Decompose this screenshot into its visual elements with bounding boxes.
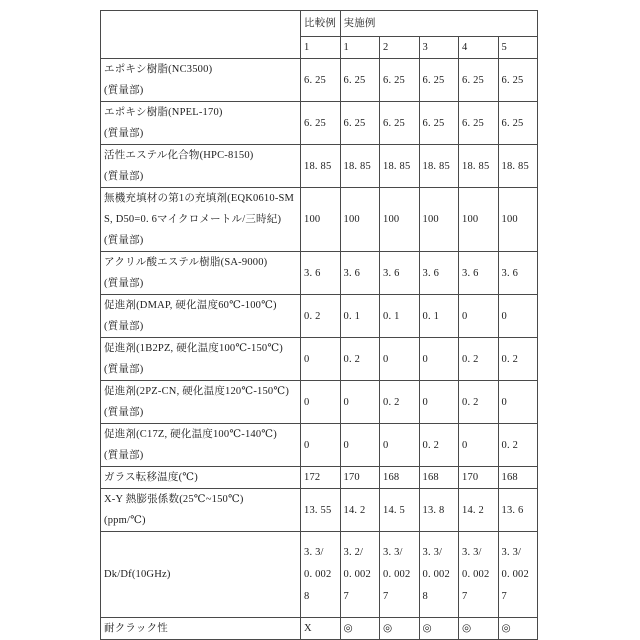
row-label: Dk/Df(10GHz)	[101, 532, 301, 618]
col-number: 1	[301, 37, 341, 59]
table-header-group-row	[101, 11, 538, 37]
cell-value: 6. 25	[498, 59, 538, 102]
cell-value: 6. 25	[459, 59, 499, 102]
col-number: 3	[419, 37, 459, 59]
header-example: 実施例	[340, 11, 538, 37]
cell-value: 0. 2	[459, 381, 499, 424]
row-label: 促進剤(DMAP, 硬化温度60℃-100℃) (質量部)	[101, 295, 301, 338]
cell-value: 18. 85	[498, 145, 538, 188]
cell-value: 13. 8	[419, 489, 459, 532]
cell-value: ◎	[419, 618, 459, 640]
cell-value: 3. 6	[459, 252, 499, 295]
cell-value: 0	[419, 381, 459, 424]
cell-value: 0	[301, 338, 341, 381]
cell-value: 0. 1	[340, 295, 380, 338]
cell-value: 100	[419, 188, 459, 252]
table-row-glass-transition	[101, 467, 538, 489]
col-number: 5	[498, 37, 538, 59]
cell-value: 0. 1	[380, 295, 420, 338]
cell-value: 6. 25	[380, 59, 420, 102]
row-label: 無機充填材の第1の充填剤(EQK0610-SM S, D50=0. 6マイクロメートル/三時紀) (質量部)	[101, 188, 301, 252]
cell-value: ◎	[459, 618, 499, 640]
cell-value: 100	[340, 188, 380, 252]
cell-value: 3. 3/ 0. 002 7	[498, 532, 538, 618]
cell-value: 170	[459, 467, 499, 489]
cell-value: 0	[498, 295, 538, 338]
cell-value: 6. 25	[459, 102, 499, 145]
cell-value: 168	[498, 467, 538, 489]
row-label: エポキシ樹脂(NC3500) (質量部)	[101, 59, 301, 102]
cell-value: 14. 5	[380, 489, 420, 532]
cell-value: 0	[459, 295, 499, 338]
row-label: 促進剤(1B2PZ, 硬化温度100℃-150℃) (質量部)	[101, 338, 301, 381]
cell-value: 18. 85	[301, 145, 341, 188]
row-label: 促進剤(C17Z, 硬化温度100℃-140℃) (質量部)	[101, 424, 301, 467]
cell-value: 14. 2	[340, 489, 380, 532]
cell-value: ◎	[340, 618, 380, 640]
table-row-cte-xy	[101, 489, 538, 532]
cell-value: 3. 2/ 0. 002 7	[340, 532, 380, 618]
cell-value: 0	[419, 338, 459, 381]
header-empty-cell	[101, 11, 301, 59]
cell-value: 100	[498, 188, 538, 252]
cell-value: 3. 6	[419, 252, 459, 295]
cell-value: 6. 25	[419, 59, 459, 102]
table-row-crack-resistance	[101, 618, 538, 640]
row-label: 促進剤(2PZ-CN, 硬化温度120℃-150℃) (質量部)	[101, 381, 301, 424]
cell-value: 0	[380, 338, 420, 381]
cell-value: 6. 25	[340, 59, 380, 102]
cell-value: 3. 3/ 0. 002 7	[459, 532, 499, 618]
cell-value: 18. 85	[459, 145, 499, 188]
row-label: ガラス転移温度(℃)	[101, 467, 301, 489]
row-label: アクリル酸エステル樹脂(SA-9000) (質量部)	[101, 252, 301, 295]
cell-value: 3. 6	[380, 252, 420, 295]
row-label: エポキシ樹脂(NPEL-170) (質量部)	[101, 102, 301, 145]
cell-value: 0	[380, 424, 420, 467]
cell-value: 3. 3/ 0. 002 8	[419, 532, 459, 618]
col-number: 1	[340, 37, 380, 59]
cell-value: 0	[498, 381, 538, 424]
cell-value: 100	[380, 188, 420, 252]
cell-value: 0	[340, 424, 380, 467]
cell-value: 0	[301, 381, 341, 424]
cell-value: 3. 6	[498, 252, 538, 295]
cell-value: 3. 6	[340, 252, 380, 295]
table-row-dk-df	[101, 532, 538, 618]
cell-value: 100	[301, 188, 341, 252]
cell-value: 0. 2	[419, 424, 459, 467]
cell-value: 6. 25	[301, 59, 341, 102]
row-label: X-Y 熱膨張係数(25℃~150℃) (ppm/℃)	[101, 489, 301, 532]
cell-value: 0. 2	[380, 381, 420, 424]
cell-value: 18. 85	[380, 145, 420, 188]
cell-value: 0	[301, 424, 341, 467]
cell-value: 3. 3/ 0. 002 8	[301, 532, 341, 618]
cell-value: 6. 25	[419, 102, 459, 145]
cell-value: 0. 2	[459, 338, 499, 381]
cell-value: 18. 85	[340, 145, 380, 188]
cell-value: X	[301, 618, 341, 640]
cell-value: 172	[301, 467, 341, 489]
row-label: 耐クラック性	[101, 618, 301, 640]
cell-value: 3. 3/ 0. 002 7	[380, 532, 420, 618]
cell-value: 168	[419, 467, 459, 489]
cell-value: 13. 55	[301, 489, 341, 532]
col-number: 2	[380, 37, 420, 59]
cell-value: ◎	[498, 618, 538, 640]
table-row-epoxy-nc3500	[101, 59, 538, 102]
cell-value: 0. 2	[498, 338, 538, 381]
cell-value: 6. 25	[340, 102, 380, 145]
cell-value: 6. 25	[380, 102, 420, 145]
cell-value: ◎	[380, 618, 420, 640]
composition-table	[100, 10, 538, 640]
table-row-active-ester	[101, 145, 538, 188]
table-row-accelerator-1b2pz	[101, 338, 538, 381]
cell-value: 0. 2	[301, 295, 341, 338]
table-row-inorganic-filler	[101, 188, 538, 252]
cell-value: 18. 85	[419, 145, 459, 188]
cell-value: 0	[459, 424, 499, 467]
row-label: 活性エステル化合物(HPC-8150) (質量部)	[101, 145, 301, 188]
header-comparative: 比較例	[301, 11, 341, 37]
col-number: 4	[459, 37, 499, 59]
cell-value: 6. 25	[498, 102, 538, 145]
cell-value: 168	[380, 467, 420, 489]
cell-value: 14. 2	[459, 489, 499, 532]
cell-value: 0. 2	[498, 424, 538, 467]
cell-value: 0. 2	[340, 338, 380, 381]
cell-value: 0	[340, 381, 380, 424]
table-row-accelerator-dmap	[101, 295, 538, 338]
table-row-accelerator-c17z	[101, 424, 538, 467]
cell-value: 0. 1	[419, 295, 459, 338]
cell-value: 3. 6	[301, 252, 341, 295]
cell-value: 13. 6	[498, 489, 538, 532]
table-row-epoxy-npel170	[101, 102, 538, 145]
cell-value: 100	[459, 188, 499, 252]
table-row-accelerator-2pzcn	[101, 381, 538, 424]
cell-value: 6. 25	[301, 102, 341, 145]
table-row-acrylate-resin	[101, 252, 538, 295]
cell-value: 170	[340, 467, 380, 489]
